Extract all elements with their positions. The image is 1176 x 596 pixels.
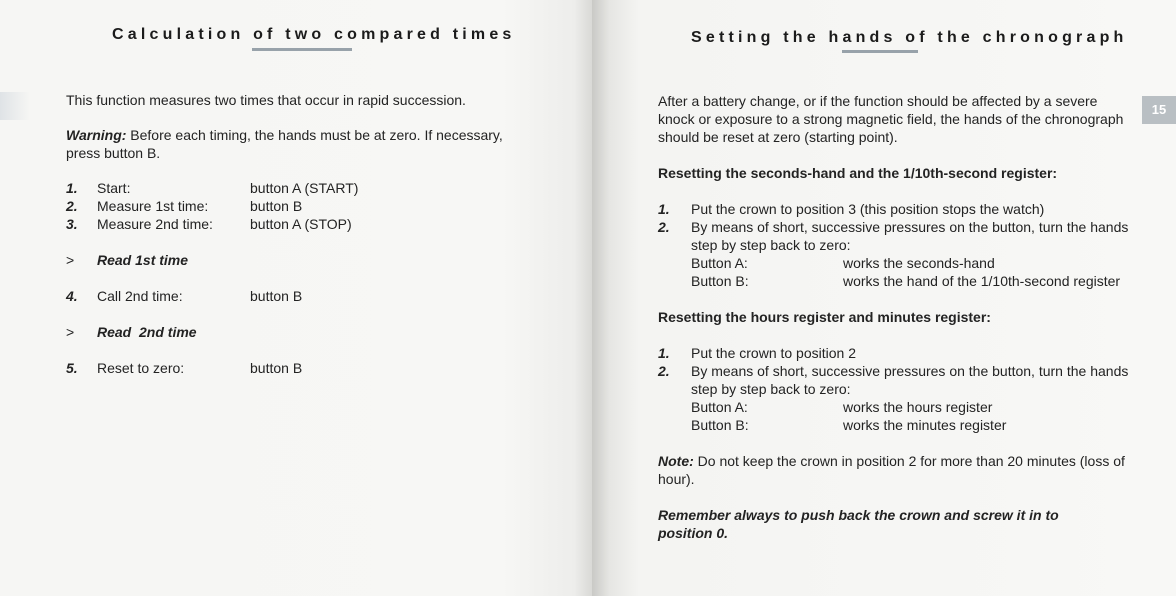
note-text-1: Do not keep the crown in position 2 for more than 20 minutes (loss of (693, 453, 1125, 469)
read-second-time-row (66, 323, 197, 341)
left-intro: This function measures two times that occur in rapid succession. (66, 92, 466, 108)
read-marker: > (66, 252, 75, 268)
step-number: 2. (66, 198, 78, 214)
button-label: Button A: (691, 399, 748, 415)
note-line-1 (658, 452, 1125, 470)
page-number: 15 (1151, 102, 1167, 117)
right-title-rule (842, 50, 918, 53)
read-first-time: Read 1st time (97, 252, 189, 268)
right-intro-line-2: knock or exposure to a strong magnetic field, the hands of the chronograph (658, 111, 1124, 127)
step-value: button A (STOP) (250, 216, 352, 232)
button-row (691, 254, 995, 272)
list-item (658, 200, 1045, 218)
warning-label: Warning: (66, 127, 127, 143)
step-value: button B (250, 198, 303, 214)
step-value: button B (250, 360, 303, 376)
step-value: button A (START) (250, 180, 359, 196)
step-label: Measure 2nd time: (97, 216, 213, 232)
step-text-continued: step by step back to zero: (691, 381, 851, 397)
warning-text-1: Before each timing, the hands must be at zero. If necessary, (126, 127, 503, 143)
bleed-through-tab (0, 92, 30, 120)
button-row (691, 398, 993, 416)
step-number: 4. (66, 288, 78, 304)
step-label: Reset to zero: (97, 360, 185, 376)
step-text: By means of short, successive pressures on the button, turn the hands (691, 219, 1129, 235)
left-page-title: Calculation of two compared times (112, 26, 516, 43)
list-item (66, 359, 303, 377)
section-heading-seconds: Resetting the seconds-hand and the 1/10th-second register: (658, 165, 1058, 181)
list-item (66, 287, 303, 305)
right-intro-line-1: After a battery change, or if the function should be affected by a severe (658, 93, 1098, 109)
list-item (66, 215, 352, 233)
button-function: works the minutes register (843, 417, 1007, 433)
read-first-time-row (66, 251, 189, 269)
button-function: works the seconds-hand (843, 255, 995, 271)
button-function: works the hand of the 1/10th-second register (843, 273, 1121, 289)
step-value: button B (250, 288, 303, 304)
list-item (658, 218, 1129, 236)
step-number: 5. (66, 360, 78, 376)
list-item (66, 179, 359, 197)
step-text: Put the crown to position 2 (691, 345, 856, 361)
button-label: Button A: (691, 255, 748, 271)
step-number: 1. (66, 180, 78, 196)
step-number: 1. (658, 201, 670, 217)
step-text-continued: step by step back to zero: (691, 237, 851, 253)
warning-paragraph-line-1 (66, 126, 503, 144)
step-number: 2. (658, 363, 670, 379)
remember-line-2: position 0. (658, 525, 728, 541)
button-row (691, 416, 1007, 434)
note-label: Note: (658, 453, 694, 469)
read-second-time: Read 2nd time (97, 324, 197, 340)
right-page (592, 0, 1176, 596)
step-number: 1. (658, 345, 670, 361)
button-row (691, 272, 1121, 290)
right-page-title: Setting the hands of the chronograph (691, 29, 1128, 46)
button-function: works the hours register (843, 399, 993, 415)
step-label: Start: (97, 180, 131, 196)
list-item (66, 197, 303, 215)
page-number-tab (1142, 96, 1176, 124)
step-label: Measure 1st time: (97, 198, 209, 214)
list-item (658, 344, 856, 362)
right-intro-line-3: should be reset at zero (starting point). (658, 129, 898, 145)
button-label: Button B: (691, 273, 749, 289)
step-text: Put the crown to position 3 (this position stops the watch) (691, 201, 1045, 217)
remember-line-1: Remember always to push back the crown and screw it in to (658, 507, 1059, 523)
step-number: 2. (658, 219, 670, 235)
list-item (658, 362, 1129, 380)
step-number: 3. (66, 216, 78, 232)
step-label: Call 2nd time: (97, 288, 183, 304)
section-heading-hours: Resetting the hours register and minutes register: (658, 309, 991, 325)
step-text: By means of short, successive pressures on the button, turn the hands (691, 363, 1129, 379)
read-marker: > (66, 324, 75, 340)
warning-text-2: press button B. (66, 145, 161, 161)
note-text-2: hour). (658, 471, 695, 487)
button-label: Button B: (691, 417, 749, 433)
left-title-rule (252, 48, 352, 51)
